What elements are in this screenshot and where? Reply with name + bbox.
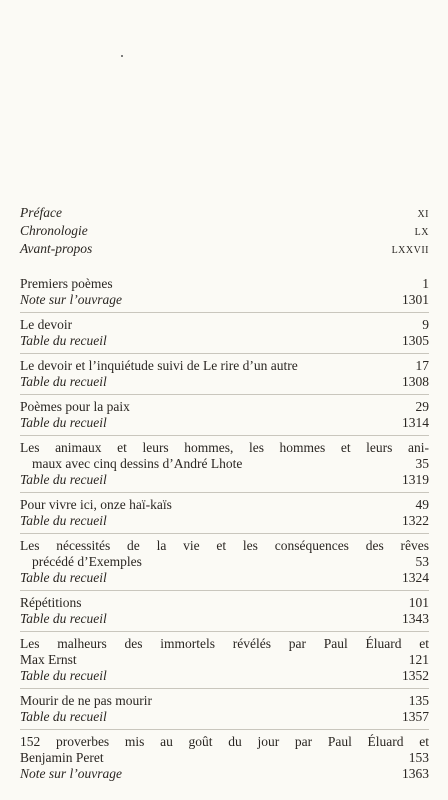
toc-entry — [20, 358, 429, 374]
toc-subentry — [20, 766, 429, 782]
divider — [20, 492, 429, 493]
ink-speck — [121, 55, 123, 57]
toc-subpage: 1322 — [402, 513, 429, 528]
toc-entry — [20, 693, 429, 709]
toc-page: 35 — [415, 456, 429, 471]
toc-subpage: 1357 — [402, 709, 429, 724]
toc-entry — [20, 497, 429, 513]
toc-subtitle: Table du recueil — [20, 513, 107, 528]
toc-title: Premiers poèmes — [20, 276, 113, 291]
toc-entry-avant-propos — [20, 241, 429, 259]
divider — [20, 729, 429, 730]
toc-page: LXXVII — [391, 245, 429, 256]
toc-subentry — [20, 709, 429, 725]
toc-subtitle: Note sur l’ouvrage — [20, 766, 122, 781]
toc-page: 101 — [408, 595, 429, 610]
toc-title-line2: précédé d’Exemples — [32, 554, 142, 569]
toc-title: Répétitions — [20, 595, 82, 610]
table-of-contents — [20, 205, 429, 782]
toc-page: LX — [414, 227, 429, 238]
toc-entry — [20, 276, 429, 292]
toc-title: Le devoir — [20, 317, 73, 332]
toc-subtitle: Table du recueil — [20, 415, 107, 430]
toc-subpage: 1301 — [402, 292, 429, 307]
toc-subtitle: Table du recueil — [20, 668, 107, 683]
toc-title: Poèmes pour la paix — [20, 399, 130, 414]
divider — [20, 312, 429, 313]
toc-page: 53 — [415, 554, 429, 569]
toc-entry — [20, 399, 429, 415]
divider — [20, 533, 429, 534]
toc-title-line1: Les animaux et leurs hommes, les hommes et leurs ani- — [20, 440, 429, 455]
toc-title-line1: Les nécessités de la vie et les conséquences des rêves — [20, 538, 429, 553]
toc-subentry — [20, 333, 429, 349]
toc-subentry — [20, 570, 429, 586]
toc-entry — [20, 317, 429, 333]
toc-subpage: 1324 — [402, 570, 429, 585]
toc-subpage: 1305 — [402, 333, 429, 348]
toc-subtitle: Table du recueil — [20, 570, 107, 585]
toc-title-line2: Benjamin Peret — [20, 750, 104, 765]
toc-entry — [20, 636, 429, 668]
divider — [20, 688, 429, 689]
toc-subtitle: Table du recueil — [20, 333, 107, 348]
divider — [20, 394, 429, 395]
toc-title: Pour vivre ici, onze haï-kaïs — [20, 497, 172, 512]
toc-entry-preface — [20, 205, 429, 223]
toc-subentry — [20, 374, 429, 390]
divider — [20, 631, 429, 632]
toc-subtitle: Table du recueil — [20, 374, 107, 389]
toc-entry — [20, 538, 429, 570]
toc-subtitle: Table du recueil — [20, 611, 107, 626]
toc-subpage: 1343 — [402, 611, 429, 626]
toc-entry — [20, 734, 429, 766]
divider — [20, 435, 429, 436]
toc-page: 1 — [422, 276, 429, 291]
toc-title: Préface — [20, 205, 62, 220]
toc-subentry — [20, 668, 429, 684]
toc-subentry — [20, 292, 429, 308]
toc-page: 29 — [415, 399, 429, 414]
toc-subpage: 1352 — [402, 668, 429, 683]
toc-subtitle: Table du recueil — [20, 472, 107, 487]
toc-subentry — [20, 513, 429, 529]
toc-title-line1: 152 proverbes mis au goût du jour par Paul Éluard et — [20, 734, 429, 749]
toc-title: Le devoir et l’inquiétude suivi de Le rire d’un autre — [20, 358, 298, 373]
toc-subentry — [20, 611, 429, 627]
toc-subentry — [20, 415, 429, 431]
toc-entry — [20, 595, 429, 611]
toc-page: XI — [417, 209, 429, 220]
toc-page: 17 — [415, 358, 429, 373]
toc-entry-chronologie — [20, 223, 429, 241]
toc-title-line2: Max Ernst — [20, 652, 77, 667]
toc-page: 49 — [415, 497, 429, 512]
toc-page: 9 — [422, 317, 429, 332]
toc-entry — [20, 440, 429, 472]
toc-title-line2: maux avec cinq dessins d’André Lhote — [32, 456, 243, 471]
toc-page: 121 — [408, 652, 429, 667]
toc-subpage: 1314 — [402, 415, 429, 430]
toc-page: 153 — [408, 750, 429, 765]
toc-page: 135 — [408, 693, 429, 708]
toc-title: Mourir de ne pas mourir — [20, 693, 152, 708]
toc-subtitle: Note sur l’ouvrage — [20, 292, 122, 307]
toc-subentry — [20, 472, 429, 488]
divider — [20, 590, 429, 591]
toc-title-line1: Les malheurs des immortels révélés par Paul Éluard et — [20, 636, 429, 651]
divider — [20, 353, 429, 354]
toc-subpage: 1319 — [402, 472, 429, 487]
toc-subpage: 1308 — [402, 374, 429, 389]
toc-subpage: 1363 — [402, 766, 429, 781]
toc-title: Avant-propos — [20, 241, 93, 256]
toc-subtitle: Table du recueil — [20, 709, 107, 724]
toc-title: Chronologie — [20, 223, 88, 238]
